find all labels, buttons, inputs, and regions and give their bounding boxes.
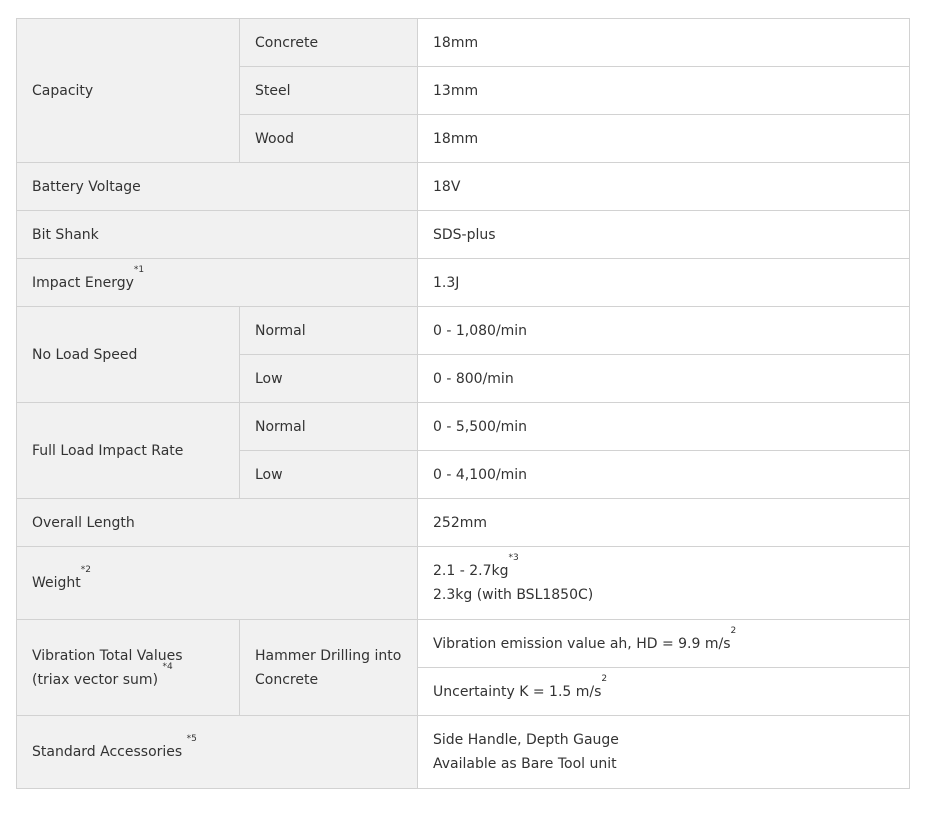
vibration-label-line1: Vibration Total Values [32,647,183,664]
bit-shank-label: Bit Shank [17,211,418,259]
full-load-impact-rate-normal-label: Normal [240,403,418,451]
table-row [17,19,910,67]
weight-value-with-battery: 2.3kg (with BSL1850C) [433,587,594,603]
exponent: 2 [730,625,737,636]
footnote-ref: *5 [186,734,197,744]
weight-label: Weight [32,575,81,591]
footnote-ref: *4 [162,661,173,672]
vibration-uncertainty-value: Uncertainty K = 1.5 m/s [433,683,602,700]
capacity-wood-value: 18mm [418,115,910,163]
footnote-ref: *2 [80,565,92,575]
vibration-uncertainty-cell [418,668,910,716]
standard-accessories-value-cell [418,716,910,789]
footnote-ref: *1 [133,264,145,275]
standard-accessories-value-line2: Available as Bare Tool unit [433,756,617,772]
overall-length-value: 252mm [418,499,910,547]
no-load-speed-normal-value: 0 - 1,080/min [418,307,910,355]
full-load-impact-rate-label: Full Load Impact Rate [17,403,240,499]
no-load-speed-label: No Load Speed [17,307,240,403]
capacity-wood-label: Wood [240,115,418,163]
table-row [17,307,910,355]
full-load-impact-rate-low-value: 0 - 4,100/min [418,451,910,499]
vibration-sub-label-line2: Concrete [255,671,319,688]
impact-energy-label: Impact Energy [32,274,134,291]
vibration-emission-cell [418,620,910,668]
capacity-steel-value: 13mm [418,67,910,115]
exponent: 2 [601,673,608,684]
capacity-concrete-label: Concrete [240,19,418,67]
vibration-label-line2: (triax vector sum) [32,671,163,688]
table-row [17,211,910,259]
table-row [17,716,910,789]
no-load-speed-low-value: 0 - 800/min [418,355,910,403]
capacity-concrete-value: 18mm [418,19,910,67]
vibration-emission-value: Vibration emission value ah, HD = 9.9 m/s [433,635,731,652]
battery-voltage-label: Battery Voltage [17,163,418,211]
table-row [17,499,910,547]
weight-value-cell [418,547,910,620]
vibration-sub-label-line1: Hammer Drilling into [255,647,402,664]
full-load-impact-rate-normal-value: 0 - 5,500/min [418,403,910,451]
standard-accessories-value-line1: Side Handle, Depth Gauge [433,732,619,748]
overall-length-label: Overall Length [17,499,418,547]
no-load-speed-low-label: Low [240,355,418,403]
impact-energy-label-cell [17,259,418,307]
weight-value-line [433,553,909,583]
battery-voltage-value: 18V [418,163,910,211]
no-load-speed-normal-label: Normal [240,307,418,355]
table-row [17,547,910,620]
vibration-label-cell [17,620,240,716]
standard-accessories-label-cell [17,716,418,789]
vibration-label-line2-wrap [32,661,239,692]
spec-table [16,18,910,789]
bit-shank-value: SDS-plus [418,211,910,259]
footnote-ref: *3 [508,553,519,563]
table-row [17,163,910,211]
impact-energy-value: 1.3J [418,259,910,307]
capacity-steel-label: Steel [240,67,418,115]
table-row [17,620,910,668]
weight-label-cell [17,547,418,620]
capacity-label: Capacity [17,19,240,163]
table-row [17,403,910,451]
vibration-sub-label-cell [240,620,418,716]
standard-accessories-label: Standard Accessories [32,744,187,760]
weight-value-range: 2.1 - 2.7kg [433,563,509,579]
full-load-impact-rate-low-label: Low [240,451,418,499]
table-row [17,259,910,307]
